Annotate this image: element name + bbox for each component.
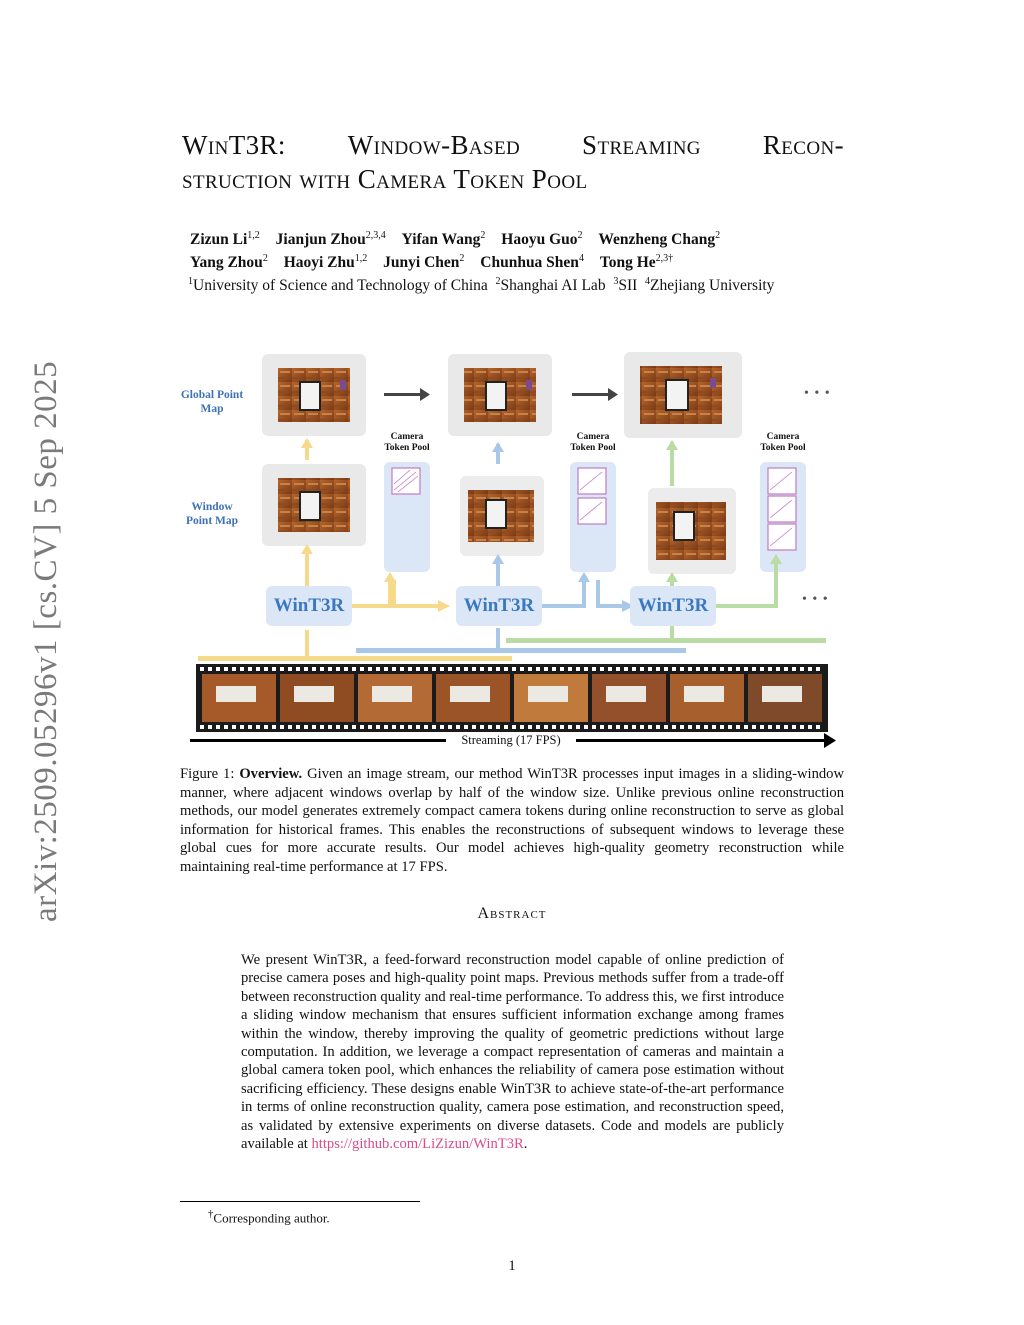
film-hole [704,725,708,729]
film-hole [520,667,524,671]
film-hole [352,667,356,671]
film-frame-sofa [528,686,568,702]
film-hole [544,667,548,671]
film-hole [208,725,212,729]
film-hole [472,667,476,671]
film-hole [776,667,780,671]
film-hole [416,725,420,729]
film-hole [792,667,796,671]
film-hole [760,725,764,729]
author-row-2 [190,249,850,272]
film-hole [264,725,268,729]
film-hole [656,725,660,729]
window-point-map-2 [460,476,544,556]
film-hole [632,725,636,729]
wint3r-block-3: WinT3R [630,586,716,626]
film-hole [472,725,476,729]
film-hole [584,725,588,729]
caption-text: Given an image stream, our method WinT3R processes input images in a sliding-window manner, where adjacent windows overlap by half of the window size. Unlike previous online reconstruction methods, our model generates extremely compact camera tokens during online reconstruction to serve as global information for historical frames. This enables the reconstructions of subsequent windows to leverage these global cues for more accurate results. Our model achieves high-quality geometry reconstruction while maintaining real-time performance at 17 FPS. [180,766,845,875]
author: Jianjun Zhou$^{2,3,4}$ [275,230,386,249]
film-hole [480,725,484,729]
film-hole [344,667,348,671]
author: Junyi Chen$^2$ [383,253,465,272]
film-hole [552,667,556,671]
film-hole [312,667,316,671]
film-hole [248,667,252,671]
film-hole [576,725,580,729]
film-hole [512,667,516,671]
film-hole [456,725,460,729]
film-hole [400,725,404,729]
film-hole [256,667,260,671]
film-hole [464,667,468,671]
film-hole [688,667,692,671]
film-hole [248,725,252,729]
film-hole [760,667,764,671]
overview-figure [180,340,845,755]
film-frame-sofa [450,686,490,702]
film-hole [352,725,356,729]
film-hole [696,725,700,729]
window-point-map-3 [648,488,736,574]
film-hole [224,725,228,729]
film-hole [552,725,556,729]
film-hole [232,725,236,729]
film-hole [744,725,748,729]
film-hole [496,667,500,671]
film-hole [624,667,628,671]
abstract-heading: Abstract [477,905,547,922]
film-hole [568,725,572,729]
title-word: WinT3R: [182,130,286,160]
film-hole [568,667,572,671]
film-hole [536,667,540,671]
film-hole [208,667,212,671]
film-hole [312,725,316,729]
film-hole [720,725,724,729]
film-hole [296,725,300,729]
film-frame-sofa [372,686,412,702]
film-hole [632,667,636,671]
film-hole [336,667,340,671]
film-hole [768,725,772,729]
film-hole [648,667,652,671]
footnote-rule [180,1201,420,1202]
global-point-map-2 [448,354,552,436]
film-hole [600,725,604,729]
film-frame-sofa [216,686,256,702]
film-hole [376,667,380,671]
film-hole [408,725,412,729]
footnote [208,1208,330,1226]
film-hole [240,725,244,729]
film-hole [616,667,620,671]
camera-token-pool-2 [570,462,616,572]
film-hole [200,725,204,729]
film-hole [440,725,444,729]
abstract-body: We present WinT3R, a feed-forward reconstruction model capable of online prediction of precise camera poses and high-quality point maps. Previous methods suffer from a trade-off between reconstruction quality and real-time performance. To address this, we first introduce a sliding window mechanism that ensures sufficient information exchange among frames within the window, thereby improving the quality of geometric predictions without large computation. In addition, we leverage a compact representation of cameras and maintain a global camera token pool, which enhances the reliability of camera pose estimation without sacrificing efficiency. These designs enable WinT3R to achieve state-of-the-art performance in terms of online reconstruction quality, camera pose estimation, and reconstruction speed, as validated by extensive experiments on diverse datasets. Code and models are publicly available at https://github.com/LiZizun/WinT3R. [241,952,784,1153]
title-word: Window-Based [347,130,521,160]
author: Haoyi Zhu$^{1,2}$ [283,253,368,272]
author: Tong $He^{2,3\dagger}$ [599,253,674,272]
film-hole [608,667,612,671]
film-hole [608,725,612,729]
caption-bold: Overview. [239,766,303,782]
wint3r-block-2: WinT3R [456,586,542,626]
film-hole [272,667,276,671]
camera-token-pool-label: Camera Token Pool [570,432,616,453]
film-hole [288,667,292,671]
film-hole [752,725,756,729]
film-hole [752,667,756,671]
film-hole [280,725,284,729]
author: Yang Zhou$^2$ [190,253,268,272]
film-hole [808,667,812,671]
film-hole [520,725,524,729]
film-frame-sofa [606,686,646,702]
caption-prefix: Figure 1: [180,766,235,782]
wint3r-block-1: WinT3R [266,586,352,626]
film-hole [456,667,460,671]
film-hole [424,725,428,729]
film-hole [664,725,668,729]
film-hole [512,725,516,729]
title-word: Streaming [582,130,701,160]
film-hole [592,725,596,729]
film-hole [296,667,300,671]
camera-token-pool-1 [384,462,430,572]
film-hole [800,725,804,729]
film-hole [704,667,708,671]
film-hole [200,667,204,671]
film-hole [672,725,676,729]
film-hole [304,725,308,729]
film-hole [280,667,284,671]
arxiv-identifier: arXiv:2509.05296v1 [cs.CV] 5 Sep 2025 [28,360,64,922]
film-frame-sofa [294,686,334,702]
film-hole [744,667,748,671]
film-hole [368,725,372,729]
film-hole [672,667,676,671]
author: Chunhua Shen$^4$ [480,253,584,272]
film-hole [488,667,492,671]
film-hole [792,725,796,729]
film-hole [528,725,532,729]
film-hole [432,725,436,729]
footnote-mark: † [208,1208,214,1220]
film-hole [816,667,820,671]
film-hole [448,725,452,729]
camera-token-pool-label: Camera Token Pool [760,432,806,453]
overview-diagram [180,340,845,755]
film-hole [736,667,740,671]
film-hole [376,725,380,729]
film-hole [680,667,684,671]
film-hole [216,725,220,729]
author-block [190,226,850,295]
ellipsis-icon: • • • [802,592,829,607]
paper-title [182,128,844,196]
film-hole [216,667,220,671]
global-point-map-label: Global Point Map [180,389,244,415]
global-point-map-1 [262,354,366,436]
ellipsis-icon: • • • [804,386,831,401]
film-hole [528,667,532,671]
author: Haoyu Guo$^2$ [501,230,583,249]
film-hole [584,667,588,671]
film-hole [424,667,428,671]
affiliations: $^1$University of Science and Technology of China $^2$Shanghai AI Lab $^3$SII $^4$Zhejiang University [188,276,775,295]
film-hole [328,667,332,671]
film-frame-sofa [762,686,802,702]
streaming-label: Streaming (17 FPS) [461,733,561,747]
film-hole [728,667,732,671]
film-hole [448,667,452,671]
title-line-1 [182,128,844,162]
film-hole [392,667,396,671]
film-hole [736,725,740,729]
author: Wenzheng Chang$^2$ [598,230,721,249]
film-hole [544,725,548,729]
page-number: 1 [508,1258,516,1274]
film-hole [536,725,540,729]
film-hole [240,667,244,671]
film-hole [232,667,236,671]
film-hole [616,725,620,729]
film-hole [360,667,364,671]
film-hole [400,667,404,671]
film-hole [416,667,420,671]
window-point-map-1 [262,464,366,546]
film-hole [728,725,732,729]
film-hole [224,667,228,671]
footnote-text: Corresponding author. [213,1210,330,1226]
film-hole [712,725,716,729]
film-hole [656,667,660,671]
film-hole [800,667,804,671]
film-hole [344,725,348,729]
film-hole [392,725,396,729]
film-hole [408,667,412,671]
film-hole [712,667,716,671]
film-hole [504,725,508,729]
film-hole [688,725,692,729]
global-point-map-3 [624,352,742,438]
film-hole [480,667,484,671]
film-hole [576,667,580,671]
film-hole [720,667,724,671]
window-point-map-label: Window Point Map [185,501,239,527]
film-hole [504,667,508,671]
camera-token-pool-3 [760,462,806,572]
film-hole [264,667,268,671]
film-hole [784,667,788,671]
film-hole [440,667,444,671]
film-hole [464,725,468,729]
film-hole [384,667,388,671]
film-hole [624,725,628,729]
film-hole [336,725,340,729]
abstract-text: We present WinT3R, a feed-forward reconstruction model capable of online prediction of precise camera poses and high-quality point maps. Previous methods suffer from a trade-off between reconstruction quality and real-time performance. To address this, we first introduce a sliding window mechanism that ensures sufficient information exchange among frames within the window, thereby improving the quality of geometric predictions without large computation. In addition, we leverage a compact representation of cameras and maintain a global camera token pool, which enhances the reliability of camera pose estimation without sacrificing efficiency. These designs enable WinT3R to achieve state-of-the-art performance in terms of online reconstruction quality, camera pose estimation, and reconstruction speed, as validated by extensive experiments on diverse datasets. Code and models are publicly available at [241,952,784,1153]
film-hole [776,725,780,729]
film-hole [560,667,564,671]
film-hole [488,725,492,729]
film-hole [288,725,292,729]
film-hole [320,667,324,671]
film-hole [640,725,644,729]
film-hole [256,725,260,729]
film-hole [360,725,364,729]
film-hole [808,725,812,729]
code-link[interactable]: https://github.com/LiZizun/WinT3R [311,1136,524,1153]
film-hole [368,667,372,671]
film-hole [696,667,700,671]
film-hole [384,725,388,729]
film-hole [432,667,436,671]
film-frame-sofa [684,686,724,702]
film-hole [496,725,500,729]
film-hole [648,725,652,729]
author-row-1 [190,226,850,249]
author: Zizun Li$^{1,2}$ [190,230,260,249]
camera-token-pool-label: Camera Token Pool [384,432,430,453]
film-hole [592,667,596,671]
film-hole [320,725,324,729]
film-hole [328,725,332,729]
film-hole [664,667,668,671]
film-hole [680,725,684,729]
film-hole [272,725,276,729]
figure-caption [180,765,844,876]
film-hole [816,725,820,729]
author: Yifan Wang$^2$ [401,230,486,249]
film-hole [304,667,308,671]
title-line-2: struction with Camera Token Pool [182,164,588,194]
film-hole [600,667,604,671]
film-hole [768,667,772,671]
title-word: Recon- [762,130,844,160]
film-hole [784,725,788,729]
film-hole [560,725,564,729]
film-hole [640,667,644,671]
